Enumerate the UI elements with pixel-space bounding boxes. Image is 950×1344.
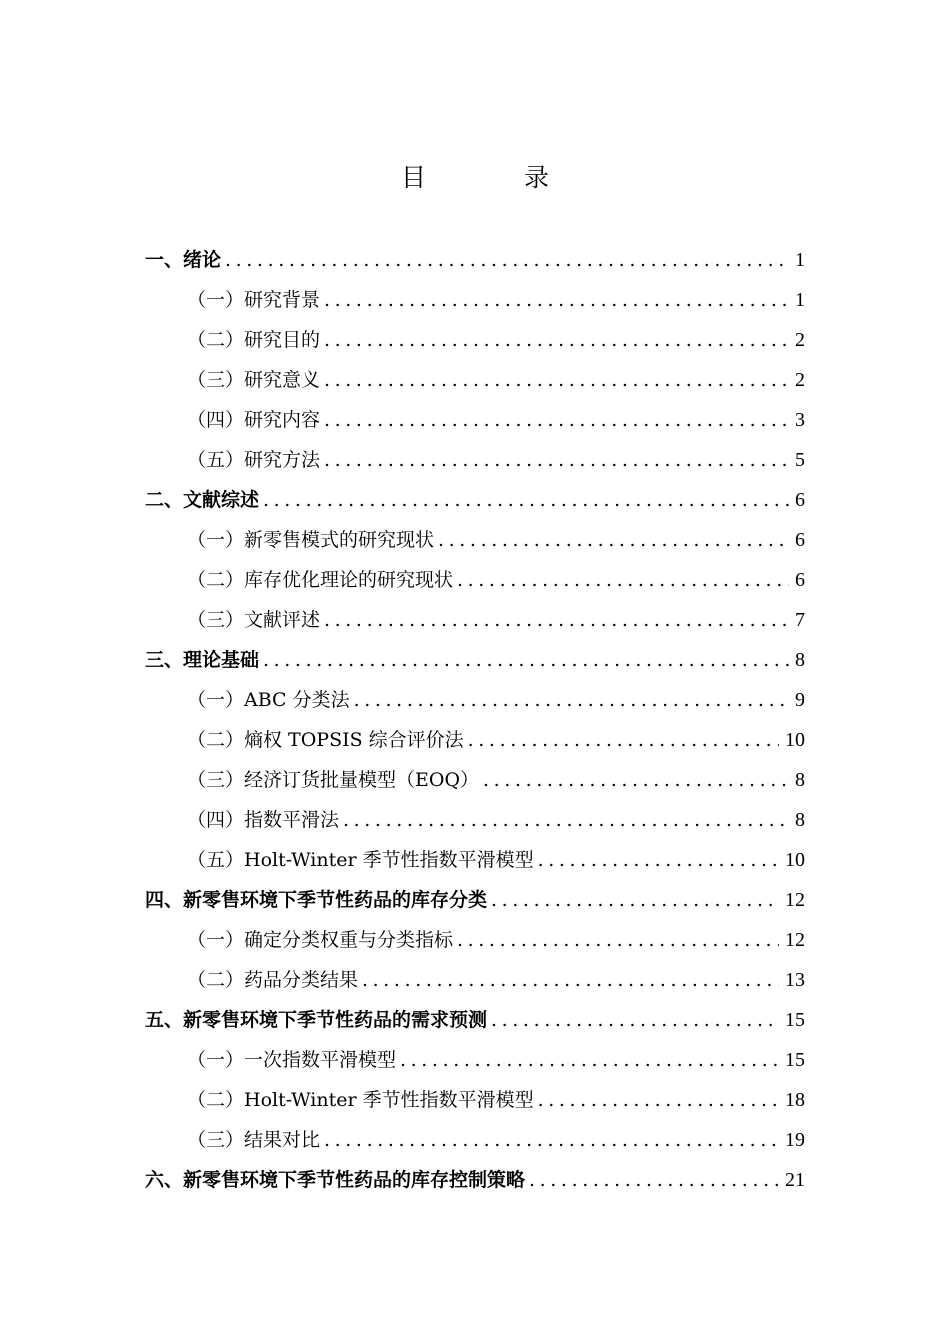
toc-dot-leader: [491, 1002, 779, 1038]
toc-section-entry[interactable]: [145, 962, 805, 1002]
toc-dot-leader: [362, 962, 779, 998]
toc-page-number: 19: [785, 1129, 805, 1151]
toc-entry-label: （三）结果对比: [187, 1129, 321, 1151]
toc-entry-label: 四、新零售环境下季节性药品的库存分类: [145, 889, 488, 911]
toc-page-number: 7: [795, 609, 805, 631]
toc-section-entry[interactable]: [145, 682, 805, 722]
toc-dot-leader: [324, 322, 789, 358]
toc-entry-label: （五）Holt-Winter 季节性指数平滑模型: [187, 849, 534, 871]
toc-page-number: 6: [795, 569, 805, 591]
toc-page-number: 21: [785, 1169, 805, 1191]
toc-dot-leader: [483, 762, 789, 798]
toc-page-number: 15: [785, 1009, 805, 1031]
toc-entry-label: （二）药品分类结果: [187, 969, 359, 991]
toc-entry-label: （一）研究背景: [187, 289, 321, 311]
toc-dot-leader: [225, 242, 789, 278]
toc-dot-leader: [538, 1082, 779, 1118]
toc-page-number: 12: [785, 889, 805, 911]
toc-dot-leader: [263, 482, 789, 518]
toc-section-entry[interactable]: [145, 322, 805, 362]
toc-page-number: 5: [795, 449, 805, 471]
toc-section-entry[interactable]: [145, 522, 805, 562]
toc-entry-label: 五、新零售环境下季节性药品的需求预测: [145, 1009, 488, 1031]
toc-page-number: 8: [795, 769, 805, 791]
toc-page-number: 12: [785, 929, 805, 951]
toc-entry-label: （四）指数平滑法: [187, 809, 340, 831]
toc-page-number: 10: [785, 849, 805, 871]
toc-page-number: 2: [795, 329, 805, 351]
toc-section-entry[interactable]: [145, 722, 805, 762]
toc-dot-leader: [538, 842, 779, 878]
toc-entry-label: （一）确定分类权重与分类指标: [187, 929, 454, 951]
toc-page-number: 18: [785, 1089, 805, 1111]
toc-dot-leader: [324, 602, 789, 638]
toc-entry-label: （二）研究目的: [187, 329, 321, 351]
toc-page-number: 2: [795, 369, 805, 391]
toc-section-entry[interactable]: [145, 842, 805, 882]
toc-page-number: 6: [795, 489, 805, 511]
toc-entry-label: （五）研究方法: [187, 449, 321, 471]
toc-entry-label: （三）经济订货批量模型（EOQ）: [187, 769, 480, 791]
toc-section-entry[interactable]: [145, 1042, 805, 1082]
toc-entry-label: （三）研究意义: [187, 369, 321, 391]
toc-entry-label: （一）新零售模式的研究现状: [187, 529, 435, 551]
toc-page-number: 13: [785, 969, 805, 991]
toc-dot-leader: [324, 1122, 779, 1158]
toc-entry-label: （二）熵权 TOPSIS 综合评价法: [187, 729, 464, 751]
toc-entry-label: （三）文献评述: [187, 609, 321, 631]
toc-page-number: 15: [785, 1049, 805, 1071]
toc-dot-leader: [468, 722, 779, 758]
toc-dot-leader: [457, 922, 779, 958]
toc-page-number: 8: [795, 649, 805, 671]
toc-entry-label: （四）研究内容: [187, 409, 321, 431]
toc-entry-label: 三、理论基础: [145, 649, 260, 671]
toc-chapter-entry[interactable]: [145, 1002, 805, 1042]
toc-entry-label: 一、绪论: [145, 249, 222, 271]
toc-chapter-entry[interactable]: [145, 482, 805, 522]
toc-section-entry[interactable]: [145, 762, 805, 802]
toc-chapter-entry[interactable]: [145, 1162, 805, 1202]
toc-dot-leader: [263, 642, 789, 678]
toc-chapter-entry[interactable]: [145, 642, 805, 682]
toc-page-number: 8: [795, 809, 805, 831]
toc-entry-label: （二）库存优化理论的研究现状: [187, 569, 454, 591]
toc-page-number: 1: [795, 289, 805, 311]
toc-dot-leader: [438, 522, 789, 558]
toc-page-number: 1: [795, 249, 805, 271]
toc-section-entry[interactable]: [145, 282, 805, 322]
toc-section-entry[interactable]: [145, 802, 805, 842]
toc-dot-leader: [324, 442, 789, 478]
toc-dot-leader: [324, 282, 789, 318]
toc-section-entry[interactable]: [145, 602, 805, 642]
toc-dot-leader: [354, 682, 789, 718]
toc-dot-leader: [400, 1042, 779, 1078]
toc-chapter-entry[interactable]: [145, 882, 805, 922]
toc-dot-leader: [343, 802, 789, 838]
toc-section-entry[interactable]: [145, 362, 805, 402]
toc-page-number: 6: [795, 529, 805, 551]
page-title: 目录: [400, 163, 647, 192]
toc-dot-leader: [324, 362, 789, 398]
toc-entry-label: 二、文献综述: [145, 489, 260, 511]
toc-entry-label: （一）一次指数平滑模型: [187, 1049, 397, 1071]
toc-section-entry[interactable]: [145, 922, 805, 962]
toc-section-entry[interactable]: [145, 1122, 805, 1162]
toc-dot-leader: [324, 402, 789, 438]
toc-page-number: 10: [785, 729, 805, 751]
toc-page-number: 3: [795, 409, 805, 431]
toc-page-number: 9: [795, 689, 805, 711]
toc-section-entry[interactable]: [145, 1082, 805, 1122]
toc-entry-label: 六、新零售环境下季节性药品的库存控制策略: [145, 1169, 526, 1191]
toc-section-entry[interactable]: [145, 442, 805, 482]
toc-entry-label: （一）ABC 分类法: [187, 689, 350, 711]
toc-entry-label: （二）Holt-Winter 季节性指数平滑模型: [187, 1089, 534, 1111]
toc-section-entry[interactable]: [145, 562, 805, 602]
table-of-contents: [145, 242, 805, 1202]
toc-section-entry[interactable]: [145, 402, 805, 442]
toc-dot-leader: [491, 882, 779, 918]
toc-chapter-entry[interactable]: [145, 242, 805, 282]
toc-dot-leader: [529, 1162, 779, 1198]
toc-dot-leader: [457, 562, 789, 598]
